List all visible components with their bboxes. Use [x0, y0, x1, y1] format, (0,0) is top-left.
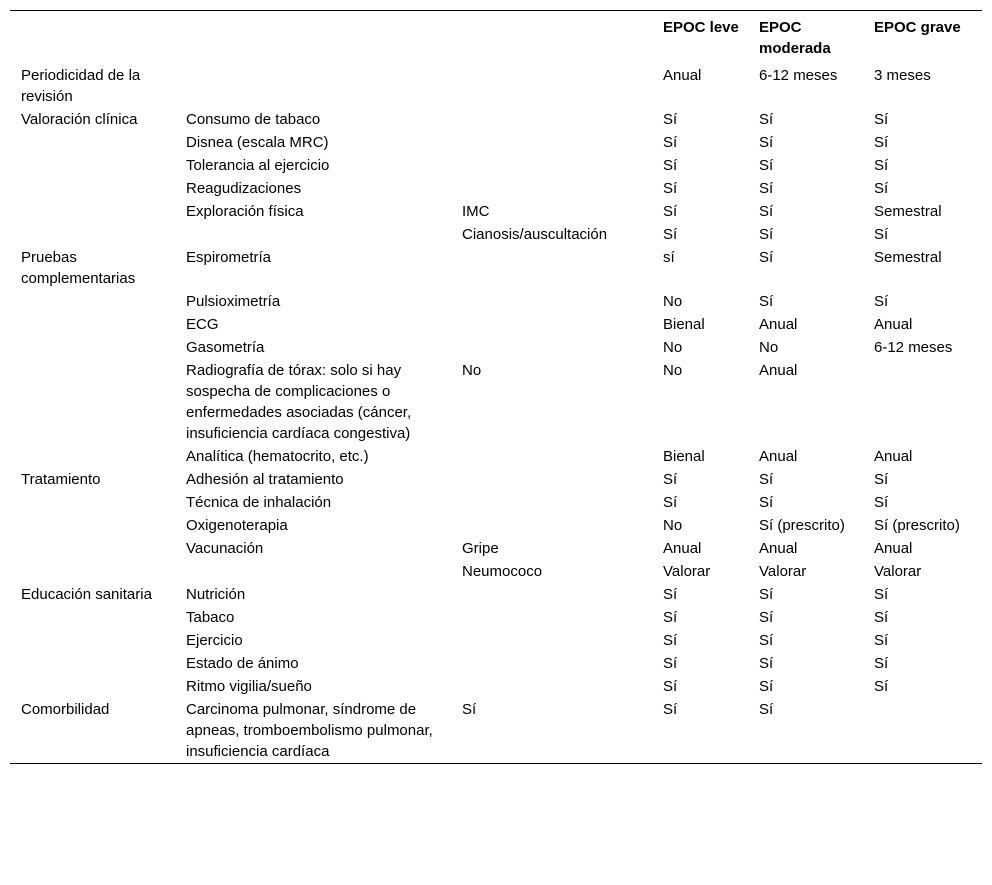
row-category [10, 154, 186, 177]
row-subitem [462, 468, 663, 491]
cell-epoc-moderada: Sí [759, 203, 774, 220]
cell-epoc-moderada: Sí [759, 655, 774, 672]
table-row [10, 698, 982, 764]
table-row [10, 200, 982, 223]
cell-epoc-moderada: Sí [759, 293, 774, 310]
row-category [10, 336, 186, 359]
cell-epoc-grave: Sí [874, 111, 889, 128]
cell-epoc-grave [874, 698, 982, 764]
row-category [10, 537, 186, 560]
row-subitem [462, 514, 663, 537]
table-row [10, 64, 982, 108]
cell-epoc-moderada: Sí [759, 134, 774, 151]
row-subitem: Cianosis/auscultación [462, 226, 608, 243]
cell-epoc-grave: Sí [874, 632, 889, 649]
row-category: Valoración clínica [21, 111, 138, 128]
row-item: Tolerancia al ejercicio [186, 157, 330, 174]
row-item: Radiografía de tórax: solo si hay sospecha de complicaciones o enfermedades asociadas (cáncer, insuficiencia cardíaca congestiva) [186, 362, 412, 442]
row-category [10, 131, 186, 154]
row-item: Disnea (escala MRC) [186, 134, 329, 151]
cell-epoc-grave: Semestral [874, 249, 942, 266]
cell-epoc-moderada: Sí [759, 180, 774, 197]
row-subitem: No [462, 362, 482, 379]
table-row [10, 560, 982, 583]
table-row [10, 606, 982, 629]
table-row [10, 223, 982, 246]
cell-epoc-leve: Sí [663, 494, 678, 511]
row-category [10, 560, 186, 583]
cell-epoc-leve: No [663, 339, 683, 356]
row-subitem [462, 64, 663, 108]
row-category [10, 675, 186, 698]
row-subitem: IMC [462, 203, 490, 220]
row-item [186, 560, 462, 583]
row-item [186, 223, 462, 246]
table-row [10, 177, 982, 200]
cell-epoc-leve: Sí [663, 180, 678, 197]
row-item: Exploración física [186, 203, 304, 220]
cell-epoc-moderada: Sí [759, 701, 774, 718]
row-subitem [462, 313, 663, 336]
row-category [10, 445, 186, 468]
cell-epoc-moderada: Sí [759, 111, 774, 128]
row-item: Nutrición [186, 586, 246, 603]
table-row [10, 537, 982, 560]
table-row [10, 629, 982, 652]
table-row [10, 491, 982, 514]
cell-epoc-moderada: Sí [759, 249, 774, 266]
cell-epoc-moderada: Sí [759, 494, 774, 511]
cell-epoc-moderada: Anual [759, 540, 798, 557]
header-epoc-leve: EPOC leve [663, 19, 739, 36]
cell-epoc-leve: Anual [663, 67, 702, 84]
cell-epoc-leve: Anual [663, 540, 702, 557]
row-subitem: Neumococo [462, 563, 543, 580]
cell-epoc-grave: 3 meses [874, 67, 931, 84]
cell-epoc-leve: Sí [663, 471, 678, 488]
row-subitem [462, 131, 663, 154]
row-item: Consumo de tabaco [186, 111, 321, 128]
cell-epoc-leve: sí [663, 249, 675, 266]
cell-epoc-grave: Sí [874, 678, 889, 695]
row-category [10, 177, 186, 200]
cell-epoc-grave: Anual [874, 540, 913, 557]
row-subitem [462, 652, 663, 675]
cell-epoc-grave: Sí [874, 655, 889, 672]
row-item: Carcinoma pulmonar, síndrome de apneas, tromboembolismo pulmonar, insuficiencia cardíaca [186, 701, 433, 760]
table-row [10, 246, 982, 290]
epoc-followup-table [10, 10, 982, 764]
cell-epoc-leve: Sí [663, 111, 678, 128]
cell-epoc-leve: Sí [663, 203, 678, 220]
row-item: Ejercicio [186, 632, 243, 649]
cell-epoc-moderada: Valorar [759, 563, 807, 580]
cell-epoc-moderada: Sí [759, 609, 774, 626]
cell-epoc-moderada: Anual [759, 316, 798, 333]
row-category [10, 313, 186, 336]
row-subitem [462, 491, 663, 514]
row-subitem [462, 583, 663, 606]
row-subitem [462, 108, 663, 131]
row-item: Vacunación [186, 540, 264, 557]
cell-epoc-grave: Sí [874, 226, 889, 243]
cell-epoc-leve: Sí [663, 609, 678, 626]
table-body [10, 64, 982, 764]
cell-epoc-moderada: Sí [759, 632, 774, 649]
cell-epoc-grave: Sí [874, 180, 889, 197]
table-row [10, 675, 982, 698]
row-subitem [462, 154, 663, 177]
row-category [10, 359, 186, 445]
cell-epoc-leve: Sí [663, 632, 678, 649]
header-epoc-grave: EPOC grave [874, 19, 961, 36]
row-item: Pulsioximetría [186, 293, 281, 310]
cell-epoc-moderada: 6-12 meses [759, 67, 838, 84]
row-category: Comorbilidad [21, 701, 110, 718]
row-category [10, 223, 186, 246]
cell-epoc-grave: Sí (prescrito) [874, 517, 960, 534]
row-subitem: Gripe [462, 540, 499, 557]
row-category [10, 629, 186, 652]
cell-epoc-moderada: Sí [759, 226, 774, 243]
cell-epoc-leve: Sí [663, 678, 678, 695]
row-item: Espirometría [186, 249, 272, 266]
cell-epoc-leve: No [663, 293, 683, 310]
row-category: Periodicidad de la revisión [21, 67, 141, 105]
row-item: ECG [186, 316, 219, 333]
row-category: Pruebas complementarias [21, 249, 136, 287]
table-row [10, 336, 982, 359]
row-item: Estado de ánimo [186, 655, 299, 672]
cell-epoc-leve: Bienal [663, 316, 705, 333]
row-category [10, 514, 186, 537]
table-row [10, 583, 982, 606]
table-row [10, 290, 982, 313]
header-category [10, 11, 186, 65]
row-subitem: Sí [462, 701, 477, 718]
header-item [186, 11, 462, 65]
row-subitem [462, 290, 663, 313]
row-item: Analítica (hematocrito, etc.) [186, 448, 369, 465]
cell-epoc-grave: Anual [874, 448, 913, 465]
cell-epoc-leve: Sí [663, 586, 678, 603]
row-category [10, 606, 186, 629]
cell-epoc-grave: Sí [874, 293, 889, 310]
table-row [10, 652, 982, 675]
row-item: Oxigenoterapia [186, 517, 288, 534]
cell-epoc-grave: 6-12 meses [874, 339, 953, 356]
cell-epoc-leve: Sí [663, 134, 678, 151]
cell-epoc-grave: Sí [874, 157, 889, 174]
row-category [10, 652, 186, 675]
row-item: Ritmo vigilia/sueño [186, 678, 312, 695]
cell-epoc-moderada: Sí [759, 157, 774, 174]
cell-epoc-moderada: No [759, 339, 779, 356]
row-item [186, 64, 462, 108]
cell-epoc-moderada: Anual [759, 362, 798, 379]
cell-epoc-grave: Valorar [874, 563, 922, 580]
row-item: Técnica de inhalación [186, 494, 332, 511]
row-subitem [462, 675, 663, 698]
cell-epoc-grave: Sí [874, 609, 889, 626]
cell-epoc-leve: No [663, 517, 683, 534]
row-category [10, 290, 186, 313]
table-row [10, 131, 982, 154]
table-container [10, 10, 982, 764]
cell-epoc-leve: Sí [663, 226, 678, 243]
cell-epoc-grave: Sí [874, 471, 889, 488]
row-item: Tabaco [186, 609, 235, 626]
table-header [10, 11, 982, 65]
table-row [10, 514, 982, 537]
row-item: Reagudizaciones [186, 180, 302, 197]
row-category [10, 200, 186, 223]
row-item: Adhesión al tratamiento [186, 471, 344, 488]
cell-epoc-moderada: Sí [759, 471, 774, 488]
table-row [10, 313, 982, 336]
table-row [10, 154, 982, 177]
row-category [10, 491, 186, 514]
cell-epoc-leve: No [663, 362, 683, 379]
cell-epoc-grave: Sí [874, 494, 889, 511]
cell-epoc-leve: Sí [663, 157, 678, 174]
header-sub [462, 11, 663, 65]
cell-epoc-leve: Sí [663, 701, 678, 718]
header-epoc-moderada: EPOC moderada [759, 19, 831, 57]
cell-epoc-grave [874, 359, 982, 445]
row-subitem [462, 336, 663, 359]
row-category: Tratamiento [21, 471, 101, 488]
table-row [10, 359, 982, 445]
table-row [10, 445, 982, 468]
row-item: Gasometría [186, 339, 265, 356]
row-category: Educación sanitaria [21, 586, 152, 603]
row-subitem [462, 629, 663, 652]
table-row [10, 108, 982, 131]
cell-epoc-moderada: Sí [759, 678, 774, 695]
cell-epoc-moderada: Sí [759, 586, 774, 603]
table-row [10, 468, 982, 491]
row-subitem [462, 445, 663, 468]
cell-epoc-grave: Sí [874, 586, 889, 603]
header-row [10, 11, 982, 65]
cell-epoc-moderada: Sí (prescrito) [759, 517, 845, 534]
cell-epoc-grave: Sí [874, 134, 889, 151]
cell-epoc-leve: Bienal [663, 448, 705, 465]
row-subitem [462, 177, 663, 200]
row-subitem [462, 606, 663, 629]
cell-epoc-grave: Anual [874, 316, 913, 333]
cell-epoc-leve: Sí [663, 655, 678, 672]
cell-epoc-leve: Valorar [663, 563, 711, 580]
cell-epoc-moderada: Anual [759, 448, 798, 465]
cell-epoc-grave: Semestral [874, 203, 942, 220]
row-subitem [462, 246, 663, 290]
